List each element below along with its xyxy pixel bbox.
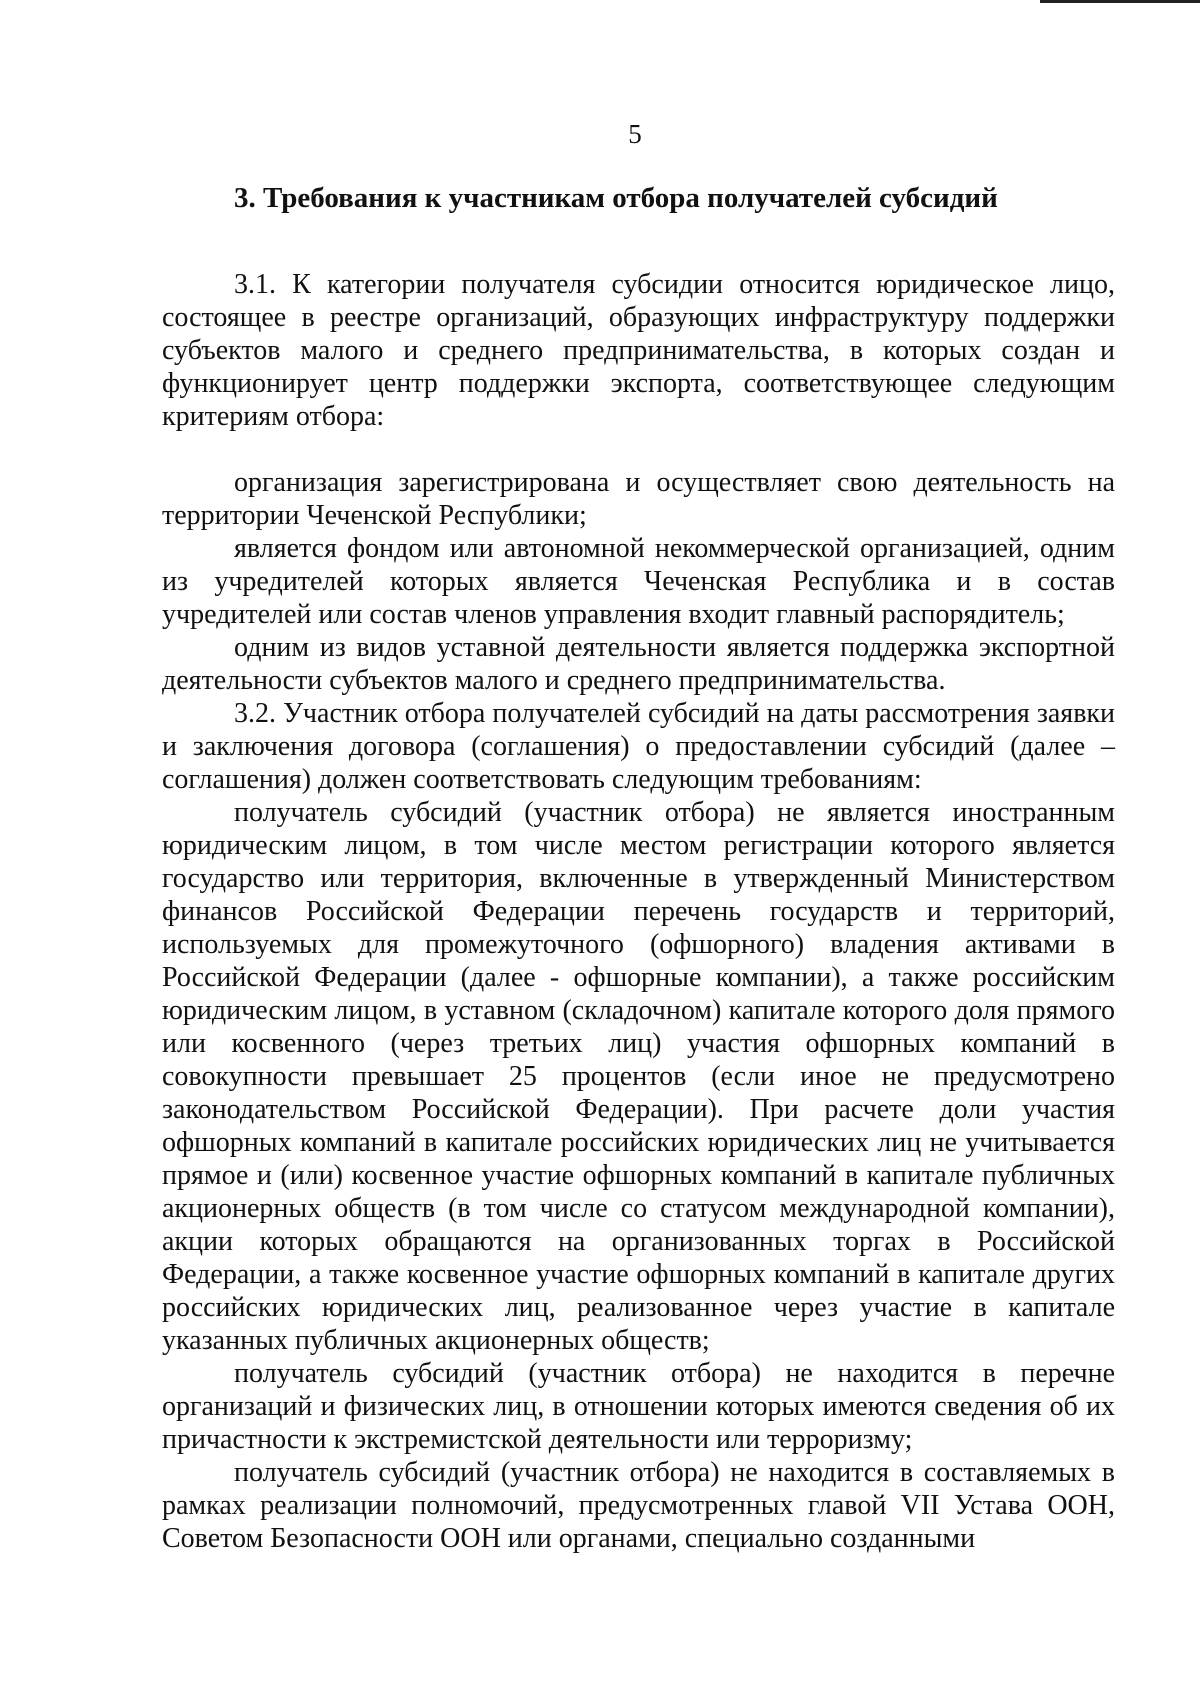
page-number: 5 <box>628 119 642 149</box>
section-heading: 3. Требования к участникам отбора получателей субсидий <box>234 182 998 214</box>
top-edge-rule <box>1040 0 1200 3</box>
paragraph-offshore-requirement: получатель субсидий (участник отбора) не является иностранным юридическим лицом, в том числе местом регистрации которого является государство или территория, включенные в утвержденный Министерством финансов Российской Федерации перечень государств и территорий, используемых для промежуточного (офшорного) владения активами в Российской Федерации (далее - офшорные компании), а также российским юридическим лицом, в уставном (складочном) капитале которого доля прямого или косвенного (через третьих лиц) участия офшорных компаний в совокупности превышает 25 процентов (если иное не предусмотрено законодательством Российской Федерации). При расчете доли участия офшорных компаний в капитале российских юридических лиц не учитывается прямое и (или) косвенное участие офшорных компаний в капитале публичных акционерных обществ (в том числе со статусом международной компании), акции которых обращаются на организованных торгах в Российской Федерации, а также косвенное участие офшорных компаний в капитале других российских юридических лиц, реализованное через участие в капитале указанных публичных акционерных обществ; <box>162 797 1115 1356</box>
paragraph-criterion-activity: одним из видов уставной деятельности является поддержка экспортной деятельности субъектов малого и среднего предпринимательства. <box>162 632 1115 696</box>
paragraph-extremism-requirement: получатель субсидий (участник отбора) не находится в перечне организаций и физических лиц, в отношении которых имеются сведения об их причастности к экстремистской деятельности или терроризму; <box>162 1358 1115 1455</box>
paragraph-criterion-fund: является фондом или автономной некоммерческой организацией, одним из учредителей которых является Чеченская Республика и в состав учредителей или состав членов управления входит главный распорядитель; <box>162 533 1115 630</box>
paragraph-un-requirement: получатель субсидий (участник отбора) не находится в составляемых в рамках реализации полномочий, предусмотренных главой VII Устава ООН, Советом Безопасности ООН или органами, специально созданными <box>162 1457 1115 1554</box>
paragraph-criterion-registration: организация зарегистрирована и осуществляет свою деятельность на территории Чеченской Республики; <box>162 467 1115 531</box>
paragraph-3-2: 3.2. Участник отбора получателей субсидий на даты рассмотрения заявки и заключения договора (соглашения) о предоставлении субсидий (далее – соглашения) должен соответствовать следующим требованиям: <box>162 698 1115 795</box>
paragraph-3-1: 3.1. К категории получателя субсидии относится юридическое лицо, состоящее в реестре организаций, образующих инфраструктуру поддержки субъектов малого и среднего предпринимательства, в которых создан и функционирует центр поддержки экспорта, соответствующее следующим критериям отбора: <box>162 269 1115 432</box>
document-body <box>162 268 1115 1555</box>
